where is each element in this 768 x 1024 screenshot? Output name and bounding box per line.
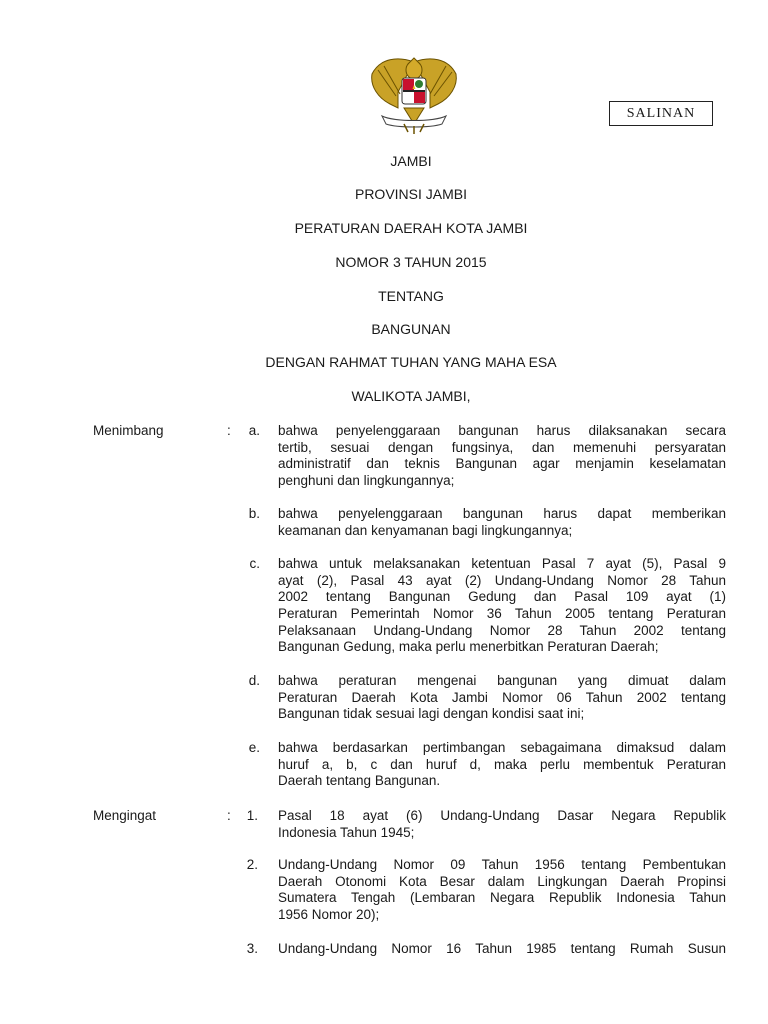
regulation-number: NOMOR 3 TAHUN 2015 — [335, 254, 487, 270]
item-marker: 2. — [246, 857, 258, 872]
item-text-line: ayat (2), Pasal 43 ayat (2) Undang-Undang Nomor 28 Tahun — [278, 572, 726, 588]
garuda-pancasila-emblem — [368, 52, 460, 134]
item-marker: 1. — [246, 808, 258, 823]
item-text-line: Pasal 18 ayat (6) Undang-Undang Dasar Negara Republik — [278, 808, 726, 823]
item-text-line: Bangunan tidak sesuai lagi dengan kondisi saat ini; — [278, 706, 585, 722]
list-item — [278, 941, 726, 958]
list-item — [278, 740, 726, 790]
list-item — [278, 857, 726, 924]
item-text-line: administratif dan teknis Bangunan agar menjamin keselamatan — [278, 456, 726, 472]
item-text-line: bahwa peraturan mengenai bangunan yang dimuat dalam — [278, 673, 726, 688]
item-text-line: Peraturan Daerah Kota Jambi Nomor 06 Tahun 2002 tentang — [278, 689, 726, 705]
item-text-line: huruf a, b, c dan huruf d, maka perlu membentuk Peraturan — [278, 756, 726, 772]
province-title: PROVINSI JAMBI — [354, 186, 468, 202]
item-text-line: bahwa penyelenggaraan bangunan harus dilaksanakan secara — [278, 423, 726, 438]
item-text-line: 1956 Nomor 20); — [278, 907, 380, 923]
section-colon: : — [227, 423, 231, 438]
salinan-stamp: SALINAN — [609, 101, 713, 126]
list-item — [278, 673, 726, 723]
item-text-line: 2002 tentang Bangunan Gedung dan Pasal 109 ayat (1) — [278, 589, 726, 605]
item-text-line: Daerah tentang Bangunan. — [278, 773, 441, 789]
item-text-line: bahwa penyelenggaraan bangunan harus dapat memberikan — [278, 506, 726, 521]
item-marker: b. — [248, 506, 260, 521]
item-text-line: Bangunan Gedung, maka perlu menerbitkan Peraturan Daerah; — [278, 639, 659, 655]
item-marker: a. — [248, 423, 260, 438]
section-colon: : — [227, 808, 231, 823]
subject-title: BANGUNAN — [371, 321, 451, 337]
item-marker: c. — [249, 556, 260, 571]
regulation-title: PERATURAN DAERAH KOTA JAMBI — [294, 220, 528, 236]
item-text-line: tertib, sesuai dengan fungsinya, dan memenuhi persyaratan — [278, 439, 726, 455]
list-item — [278, 423, 726, 490]
item-marker: 3. — [246, 941, 258, 956]
item-text-line: Peraturan Pemerintah Nomor 36 Tahun 2005 tentang Peraturan — [278, 606, 726, 622]
item-text-line: keamanan dan kenyamanan bagi lingkungannya; — [278, 522, 573, 538]
item-text-line: Undang-Undang Nomor 09 Tahun 1956 tentang Pembentukan — [278, 857, 726, 872]
list-item — [278, 556, 726, 656]
item-text-line: Undang-Undang Nomor 16 Tahun 1985 tentang Rumah Susun — [278, 941, 726, 956]
item-marker: e. — [248, 740, 260, 755]
list-item — [278, 506, 726, 539]
mayor-title: WALIKOTA JAMBI, — [351, 388, 471, 404]
item-text-line: Indonesia Tahun 1945; — [278, 824, 415, 840]
about-heading: TENTANG — [378, 288, 444, 304]
item-marker: d. — [248, 673, 260, 688]
item-text-line: bahwa untuk melaksanakan ketentuan Pasal 7 ayat (5), Pasal 9 — [278, 556, 726, 571]
item-text-line: penghuni dan lingkungannya; — [278, 473, 455, 489]
list-item — [278, 808, 726, 841]
item-text-line: bahwa berdasarkan pertimbangan sebagaimana dimaksud dalam — [278, 740, 726, 755]
section-label: Menimbang — [93, 423, 164, 438]
city-title: JAMBI — [390, 153, 432, 169]
item-text-line: Pelaksanaan Undang-Undang Nomor 28 Tahun 2002 tentang — [278, 622, 726, 638]
item-text-line: Daerah Otonomi Kota Besar dalam Lingkungan Daerah Propinsi — [278, 873, 726, 889]
item-text-line: Sumatera Tengah (Lembaran Negara Republik Indonesia Tahun — [278, 890, 726, 906]
section-label: Mengingat — [93, 808, 157, 823]
preamble-phrase: DENGAN RAHMAT TUHAN YANG MAHA ESA — [265, 354, 557, 370]
